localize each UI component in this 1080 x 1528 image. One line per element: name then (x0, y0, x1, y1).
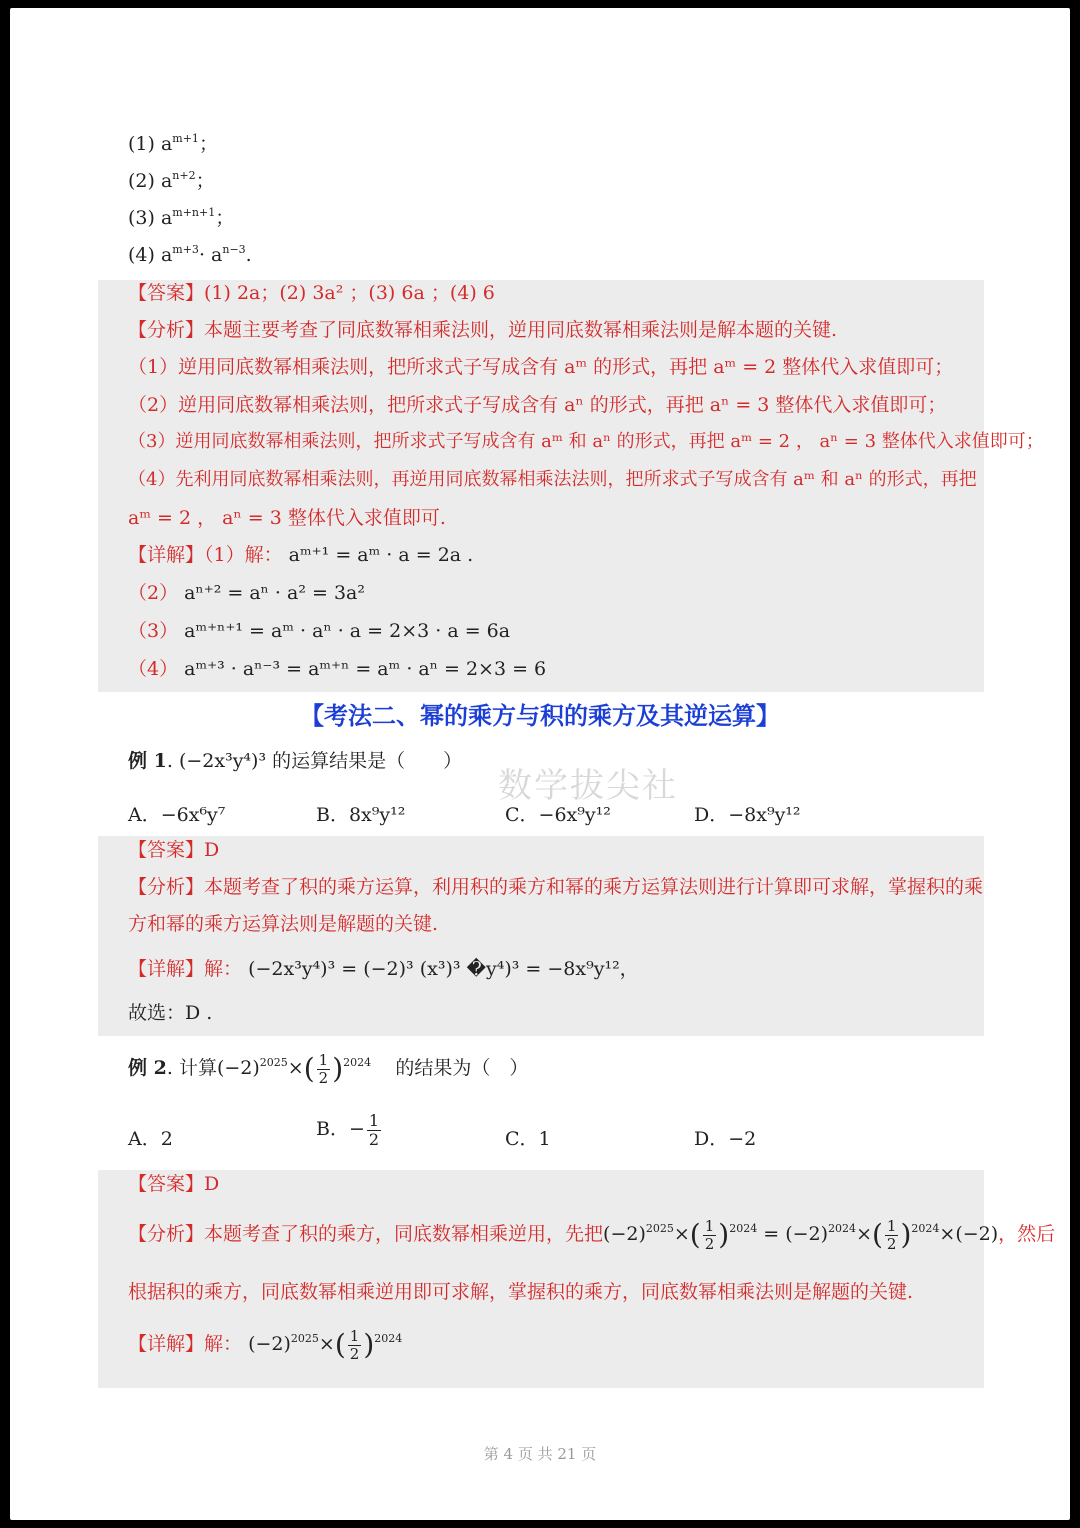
question-line-1: (1) $a^{m+1}$； (128, 132, 218, 155)
example-2-question: 例 2. 计算$(-2)^{2025}\times$( $\frac{1}{2}$ )$^{2024}$ 的结果为（ ） (128, 1051, 529, 1087)
example-1-question: 例 1. (−2x³y⁴)³ 的运算结果是（ ） (128, 750, 463, 772)
watermark: 数学拔尖社 (498, 766, 678, 806)
example-2-detail: 【详解】解： $(-2)^{2025}\times$( $\frac{1}{2}$ )$^{2024}$ (128, 1327, 403, 1363)
example-1-analysis-cont: 方和幂的乘方运算法则是解题的关键. (128, 913, 439, 935)
example-2-answer: 【答案】D (128, 1173, 220, 1195)
example-1-option-c: C．−6x⁹y¹² (505, 804, 611, 826)
question-line-4: (4) $a^{m+3}\cdot a^{n-3}$. (128, 243, 252, 266)
analysis-line: 【分析】本题主要考查了同底数幂相乘法则，逆用同底数幂相乘法则是解本题的关键. (128, 319, 838, 341)
example-1-option-b: B．8x⁹y¹² (316, 804, 406, 826)
analysis-item-3: （3）逆用同底数幂相乘法则，把所求式子写成含有 aᵐ 和 aⁿ 的形式，再把 aᵐ = 2 ， aⁿ = 3 整体代入求值即可； (128, 431, 1044, 452)
example-1-answer: 【答案】D (128, 839, 220, 861)
analysis-item-4-cont: aᵐ = 2 ， aⁿ = 3 整体代入求值即可. (128, 507, 446, 529)
question-line-3: (3) $a^{m+n+1}$； (128, 206, 235, 229)
fraction-half: $\frac{1}{2}$ (318, 1051, 329, 1087)
detail-line-1: 【详解】（1）解： aᵐ⁺¹ = aᵐ · a = 2a . (128, 544, 474, 566)
example-2-option-b: B．− $\frac{1}{2}$ (316, 1111, 380, 1149)
example-2-option-c: C．1 (505, 1128, 551, 1150)
solution-block-2 (98, 836, 984, 1036)
section-heading: 【考法二、幂的乘方与积的乘方及其逆运算】 (300, 702, 780, 730)
detail-line-2: （2） aⁿ⁺² = aⁿ · a² = 3a² (128, 582, 365, 604)
example-1-option-a: A．−6x⁶y⁷ (128, 804, 226, 826)
detail-line-4: （4） aᵐ⁺³ · aⁿ⁻³ = aᵐ⁺ⁿ = aᵐ · aⁿ = 2×3 = 6 (128, 658, 547, 680)
question-line-2: (2) $a^{n+2}$； (128, 169, 215, 192)
analysis-item-1: （1）逆用同底数幂相乘法则，把所求式子写成含有 aᵐ 的形式，再把 aᵐ = 2 整体代入求值即可； (128, 356, 954, 378)
answer-line: 【答案】(1) 2a；(2) 3a² ；(3) 6a ；(4) 6 (128, 282, 495, 304)
example-1-detail: 【详解】解： (−2x³y⁴)³ = (−2)³ (x³)³ �y⁴)³ = −8x⁹y¹²， (128, 958, 639, 980)
analysis-item-4: （4）先利用同底数幂相乘法则，再逆用同底数幂相乘法法则，把所求式子写成含有 aᵐ 和 aⁿ 的形式，再把 (128, 469, 977, 490)
example-1-option-d: D．−8x⁹y¹² (694, 804, 801, 826)
example-1-choice: 故选：D . (128, 1002, 213, 1024)
example-1-analysis: 【分析】本题考查了积的乘方运算，利用积的乘方和幂的乘方运算法则进行计算即可求解，掌握积的乘 (128, 876, 984, 898)
example-2-analysis: 【分析】本题考查了积的乘方，同底数幂相乘逆用，先把$(-2)^{2025}\times$( $\frac{1}{2}$ )$^{2024} = (-2)^{2024}\times$( $\frac{1}{2}$ )$^{2024}$×(−2)，然后 (128, 1217, 1056, 1253)
example-2-option-d: D．−2 (694, 1128, 757, 1150)
example-2-analysis-cont: 根据积的乘方，同底数幂相乘逆用即可求解，掌握积的乘方，同底数幂相乘法则是解题的关键. (128, 1281, 914, 1303)
example-2-option-a: A．2 (128, 1128, 173, 1150)
page-footer: 第 4 页 共 21 页 (483, 1445, 597, 1463)
detail-line-3: （3） aᵐ⁺ⁿ⁺¹ = aᵐ · aⁿ · a = 2×3 · a = 6a (128, 620, 511, 642)
analysis-item-2: （2）逆用同底数幂相乘法则，把所求式子写成含有 aⁿ 的形式，再把 aⁿ = 3 整体代入求值即可； (128, 394, 947, 416)
